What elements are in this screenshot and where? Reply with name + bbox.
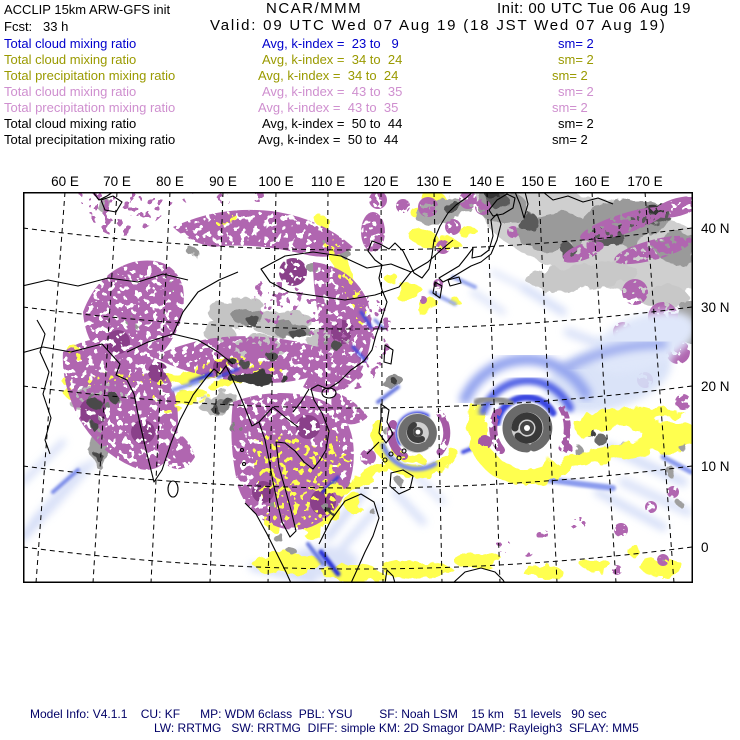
longitude-label: 100 E: [258, 174, 294, 189]
forecast-hour: Fcst: 33 h: [4, 19, 69, 34]
page-title: ACCLIP 15km ARW-GFS init: [4, 2, 171, 17]
legend-sm: sm= 2: [558, 116, 594, 131]
legend-label: Total cloud mixing ratio: [4, 52, 137, 67]
legend-sm: sm= 2: [558, 84, 594, 99]
legend-sm: sm= 2: [552, 68, 588, 83]
valid-time: Valid: 09 UTC Wed 07 Aug 19 (18 JST Wed 07 Aug 19): [210, 17, 667, 34]
forecast-map: [23, 192, 693, 583]
init-time: Init: 00 UTC Tue 06 Aug 19: [497, 0, 691, 17]
latitude-label: 10 N: [701, 459, 730, 474]
legend-label: Total precipitation mixing ratio: [4, 132, 176, 147]
legend-label: Total precipitation mixing ratio: [4, 100, 176, 115]
legend-kindex: Avg, k-index = 43 to 35: [258, 100, 399, 115]
legend-sm: sm= 2: [552, 100, 588, 115]
legend-kindex: Avg, k-index = 43 to 35: [262, 84, 403, 99]
latitude-label: 30 N: [701, 300, 730, 315]
longitude-label: 140 E: [469, 174, 505, 189]
longitude-label: 60 E: [51, 174, 79, 189]
map-canvas: [23, 192, 693, 583]
model-info-line1: Model Info: V4.1.1 CU: KF MP: WDM 6class PBL: YSU SF: Noah LSM 15 km 51 levels 90 sec: [30, 707, 607, 721]
longitude-label: 150 E: [521, 174, 557, 189]
legend-kindex: Avg, k-index = 50 to 44: [262, 116, 403, 131]
latitude-label: 0: [701, 540, 709, 555]
legend-kindex: Avg, k-index = 23 to 9: [262, 36, 399, 51]
legend-label: Total precipitation mixing ratio: [4, 68, 176, 83]
legend-kindex: Avg, k-index = 50 to 44: [258, 132, 399, 147]
legend-label: Total cloud mixing ratio: [4, 84, 137, 99]
org-label: NCAR/MMM: [266, 0, 363, 17]
longitude-label: 120 E: [363, 174, 399, 189]
longitude-label: 160 E: [574, 174, 610, 189]
legend-sm: sm= 2: [558, 52, 594, 67]
legend-sm: sm= 2: [558, 36, 594, 51]
latitude-label: 20 N: [701, 379, 730, 394]
legend-kindex: Avg, k-index = 34 to 24: [262, 52, 403, 67]
longitude-label: 80 E: [156, 174, 184, 189]
legend-label: Total cloud mixing ratio: [4, 36, 137, 51]
longitude-label: 110 E: [310, 174, 346, 189]
latitude-label: 40 N: [701, 221, 730, 236]
legend-label: Total cloud mixing ratio: [4, 116, 137, 131]
longitude-label: 90 E: [209, 174, 237, 189]
legend-sm: sm= 2: [552, 132, 588, 147]
longitude-label: 70 E: [103, 174, 131, 189]
longitude-label: 130 E: [416, 174, 452, 189]
longitude-label: 170 E: [627, 174, 663, 189]
legend-kindex: Avg, k-index = 34 to 24: [258, 68, 399, 83]
model-info-line2: LW: RRTMG SW: RRTMG DIFF: simple KM: 2D Smagor DAMP: Rayleigh3 SFLAY: MM5: [154, 721, 639, 735]
